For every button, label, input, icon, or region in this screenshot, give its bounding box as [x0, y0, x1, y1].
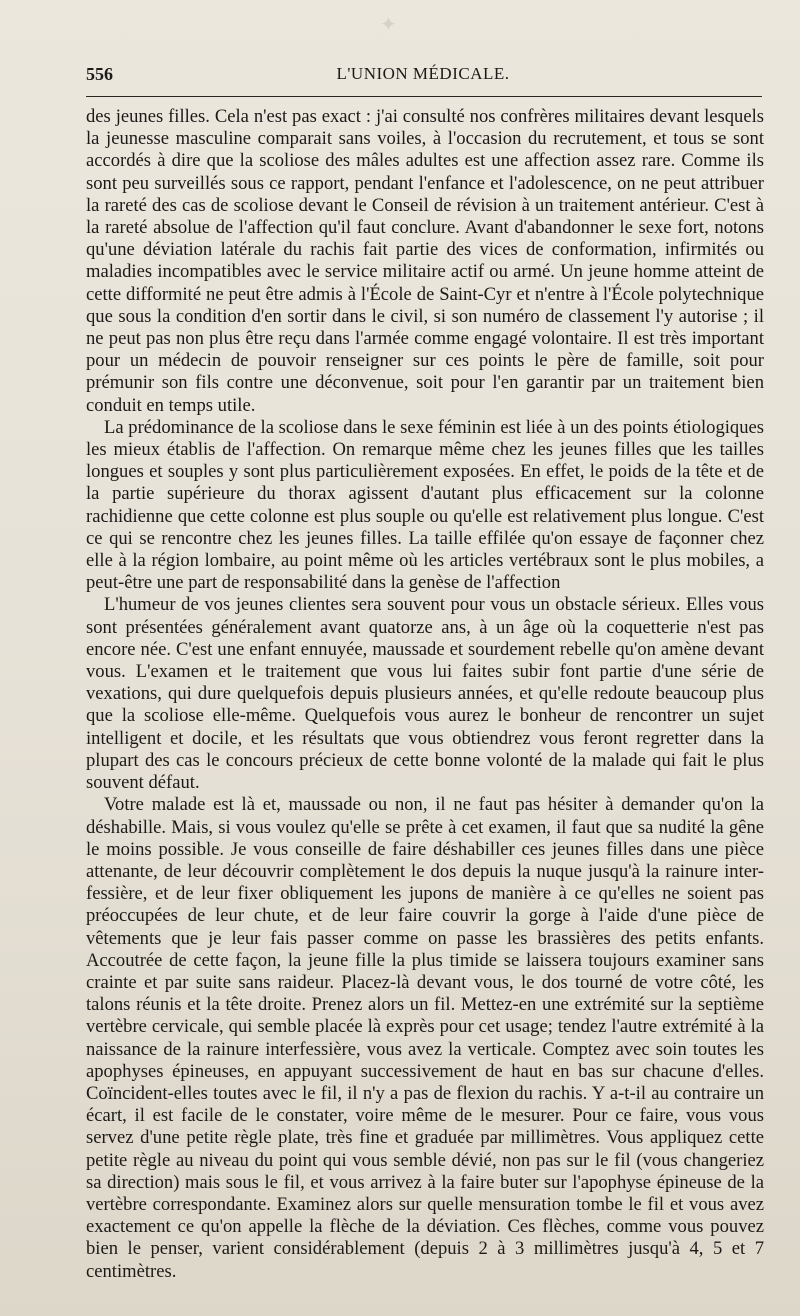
- show-through-ghost: ✦: [380, 14, 399, 36]
- header-rule: [86, 96, 762, 97]
- paragraph: des jeunes filles. Cela n'est pas exact : j'ai consulté nos confrères militaires devant lesquels la jeunesse masculine comparait sans voiles, à l'occasion du recrutement, et tous se sont accordés à dire que la scoliose des mâles adultes est une affection assez rare. Comme ils sont peu surveillés sous ce rapport, pendant l'enfance et l'adolescence, on ne peut attribuer la rareté des cas de scoliose devant le Conseil de révision à un traitement antérieur. C'est à la rareté absolue de l'affection qu'il faut conclure. Avant d'abandonner le sexe fort, notons qu'une déviation latérale du rachis fait partie des vices de conformation, infirmités ou maladies incompatibles avec le service militaire actif ou armé. Un jeune homme atteint de cette difformité ne peut être admis à l'École de Saint-Cyr et n'entre à l'École polytechnique que sous la condition d'en sortir dans le civil, si son numéro de classement l'y autorise ; il ne peut pas non plus être reçu dans l'armée comme engagé volontaire. Il est très important pour un médecin de pouvoir renseigner sur ces points le père de famille, soit pour prémunir son fils contre une déconvenue, soit pour l'en garantir par un traitement bien conduit en temps utile.: [86, 106, 764, 416]
- running-title: L'UNION MÉDICALE.: [336, 64, 510, 83]
- paragraph: Votre malade est là et, maussade ou non, il ne faut pas hésiter à demander qu'on la déshabille. Mais, si vous voulez qu'elle se prête à cet examen, il faut que sa nudité la gêne le moins possible. Je vous conseille de faire déshabiller ces jeunes filles dans une pièce attenante, de leur découvrir complètement le dos depuis la nuque jusqu'à la rainure inter-fessière, et de leur fixer obliquement les jupons de manière à ce qu'elles ne soient pas préoccupées de leur chute, et de leur faire couvrir la gorge à l'aide d'une pièce de vêtements que je leur fais passer comme on passe les brassières des petits enfants. Accoutrée de cette façon, la jeune fille la plus timide se laissera toujours examiner sans crainte et par suite sans raideur. Placez-là devant vous, le dos tourné de votre côté, les talons réunis et la tête droite. Prenez alors un fil. Mettez-en une extrémité sur la septième vertèbre cervicale, qui semble placée là exprès pour cet usage; tendez l'autre extrémité à la naissance de la rainure interfessière, vous avez la verticale. Comptez avec soin toutes les apophyses épineuses, en appuyant successivement de haut en bas sur chacune d'elles. Coïncident-elles toutes avec le fil, il n'y a pas de flexion du rachis. Y a-t-il au contraire un écart, il est facile de le constater, voire même de le mesurer. Pour ce faire, vous vous servez d'une petite règle plate, très fine et graduée par millimètres. Vous appliquez cette petite règle au niveau du point qui vous semble dévié, non pas sur le fil (vous changeriez sa direction) mais sous le fil, et vous arrivez à la faire buter sur l'apophyse épineuse de la vertèbre correspondante. Examinez alors sur quelle mensuration tombe le fil et vous avez exactement ce qu'on appelle la flèche de la déviation. Ces flèches, comme vous pouvez bien le penser, varient considérablement (depuis 2 à 3 millimètres jusqu'à 4, 5 et 7 centimètres.: [86, 794, 764, 1282]
- paragraph: L'humeur de vos jeunes clientes sera souvent pour vous un obstacle sérieux. Elles vous sont présentées généralement avant quatorze ans, à un âge où la coquetterie n'est pas encore née. C'est une enfant ennuyée, maussade et sourdement rebelle qu'on amène devant vous. L'examen et le traitement que vous lui faites subir font partie d'une série de vexations, qui dure quelquefois depuis plusieurs années, et qu'elle redoute beaucoup plus que la scoliose elle-même. Quelquefois vous aurez le bonheur de rencontrer un sujet intelligent et docile, et les résultats que vous obtiendrez vous feront regretter dans la plupart des cas le concours précieux de cette bonne volonté de la malade qui fait le plus souvent défaut.: [86, 594, 764, 794]
- page-number: 556: [86, 64, 113, 84]
- page-header: [86, 60, 760, 90]
- body-text: [86, 106, 764, 1283]
- paragraph: La prédominance de la scoliose dans le sexe féminin est liée à un des points étiologiques les mieux établis de l'affection. On remarque même chez les jeunes filles que les tailles longues et souples y sont plus particulièrement exposées. En effet, le poids de la tête et de la partie supérieure du thorax agissent d'autant plus efficacement sur la colonne rachidienne que cette colonne est plus souple ou qu'elle est relativement plus longue. C'est ce qui se rencontre chez les jeunes filles. La taille effilée qu'on essaye de façonner chez elle à la région lombaire, au point même où les articles vertébraux sont le plus mobiles, a peut-être une part de responsabilité dans la genèse de l'affection: [86, 416, 764, 594]
